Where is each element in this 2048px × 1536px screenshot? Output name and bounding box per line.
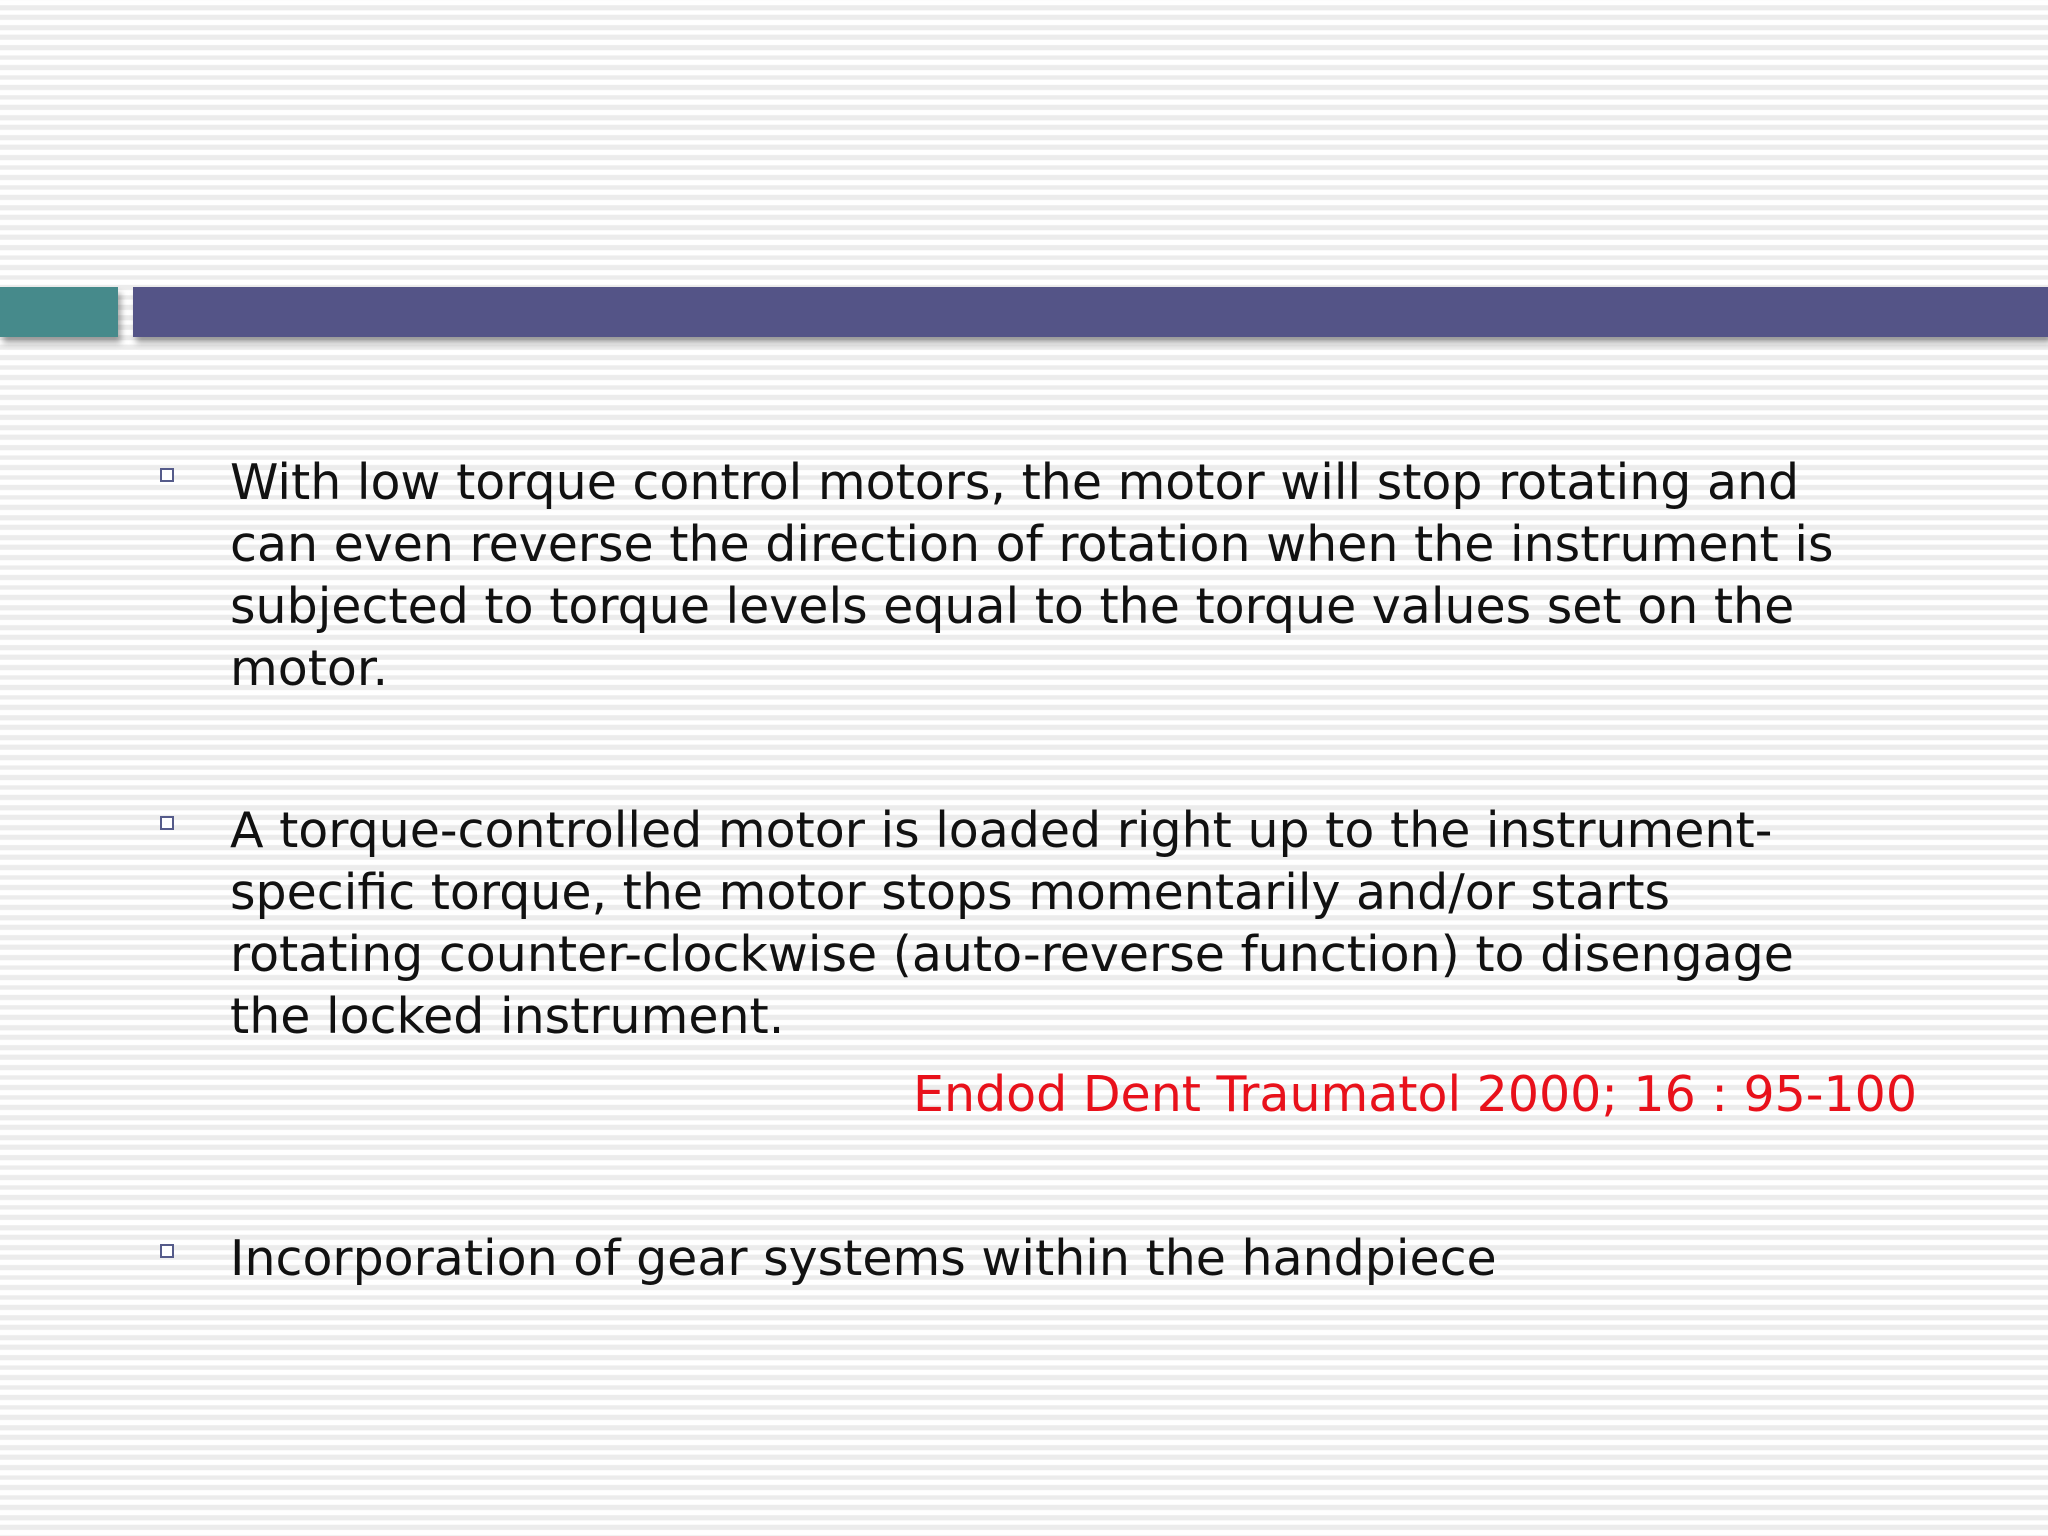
square-bullet-icon (160, 816, 174, 830)
bullet-text: Incorporation of gear systems within the handpiece (230, 1230, 1497, 1287)
square-bullet-icon (160, 468, 174, 482)
citation: Endod Dent Traumatol 2000; 16 : 95-100 (913, 1066, 1917, 1123)
square-bullet-icon (160, 1244, 174, 1258)
bullet-text: A torque-controlled motor is loaded right up to the instrument- specific torque, the motor stops momentarily and/or starts rotating counter-clockwise (auto-reverse function) to disengage the locked instrument. (230, 802, 1794, 1045)
bullet-text: With low torque control motors, the motor will stop rotating and can even reverse the direction of rotation when the instrument is subjected to torque levels equal to the torque values set on the motor. (230, 454, 1834, 697)
